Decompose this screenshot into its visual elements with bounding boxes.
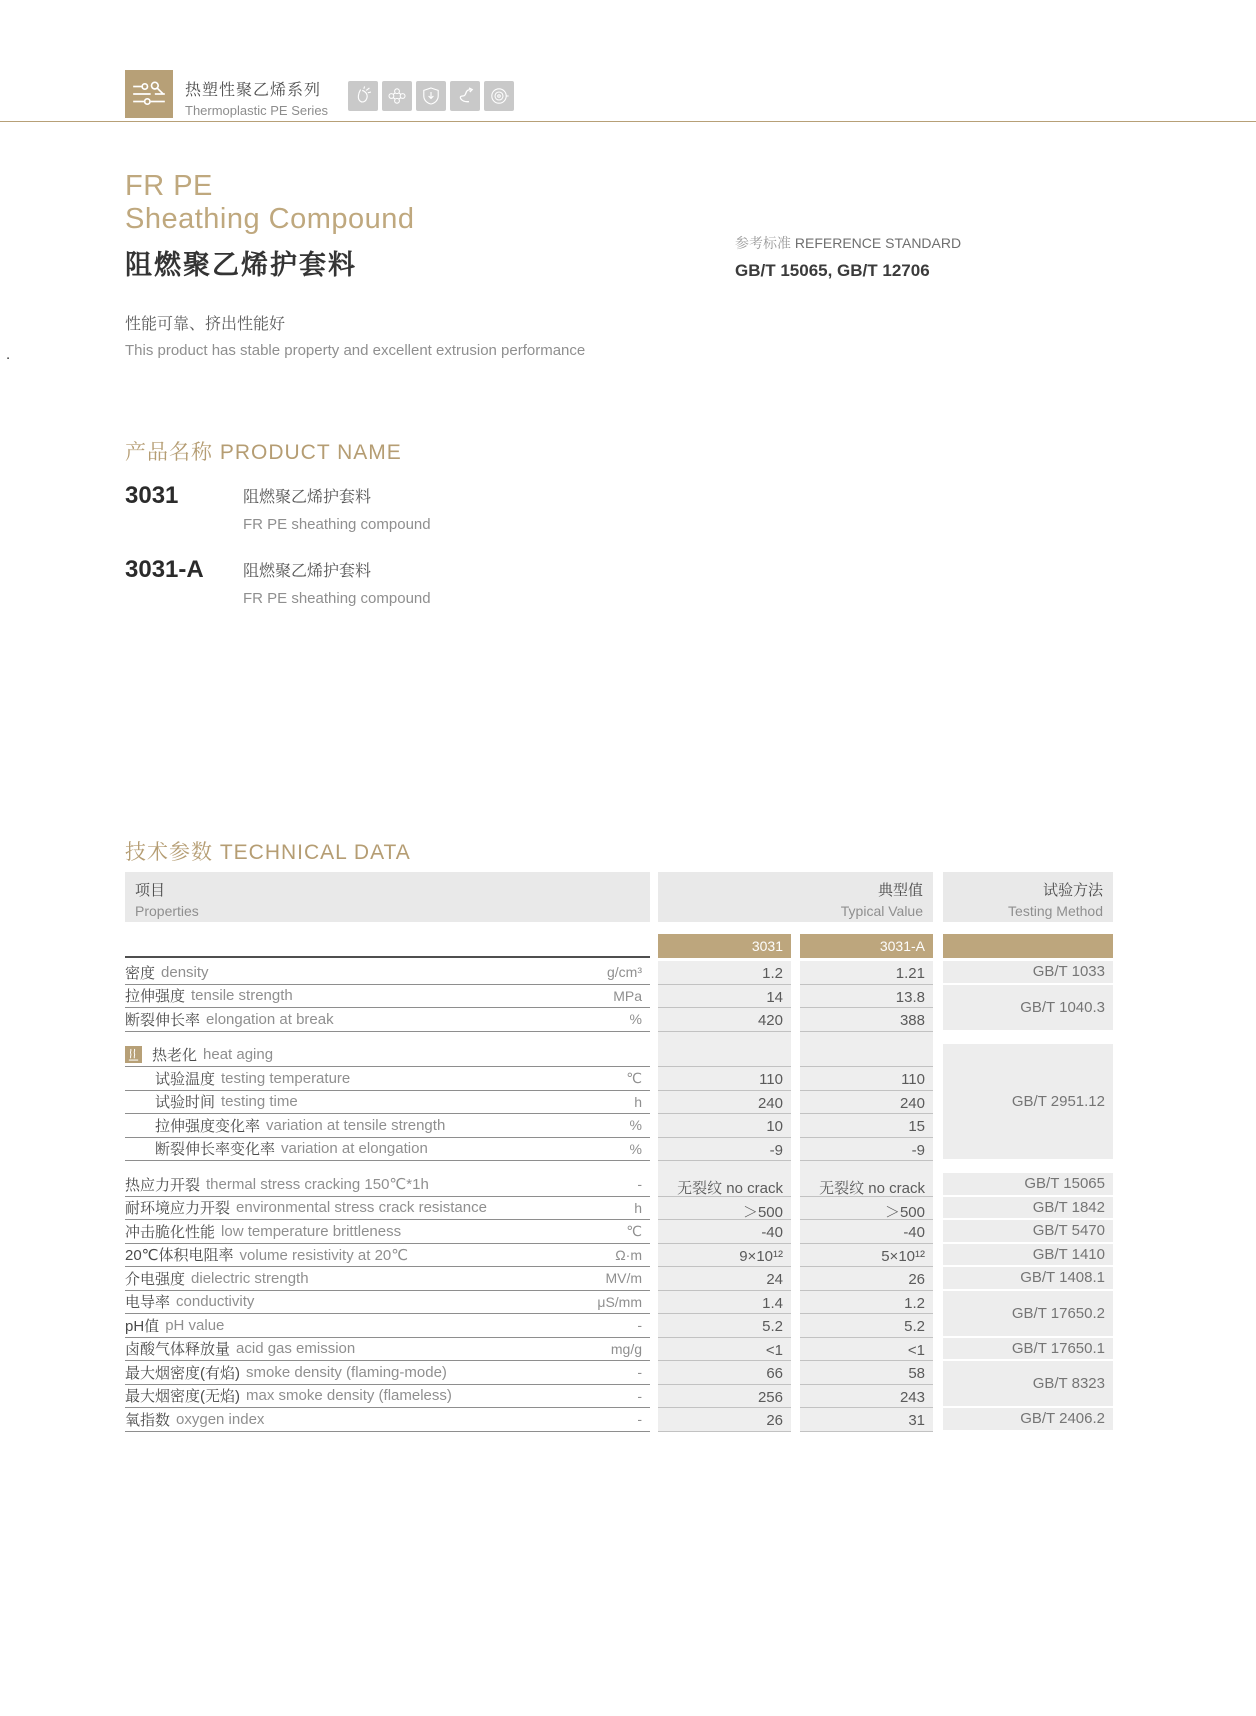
col-properties-cn: 项目 xyxy=(135,882,166,899)
value-cell: 26 xyxy=(658,1408,791,1432)
grade-header-3031: 3031 xyxy=(658,934,791,958)
product-desc-cn: 阻燃聚乙烯护套料 xyxy=(243,563,372,580)
value-cell: -40 xyxy=(658,1220,791,1244)
value-cell: <1 xyxy=(658,1338,791,1362)
value-cell: 110 xyxy=(658,1067,791,1091)
value-cell: 66 xyxy=(658,1361,791,1385)
method-cell: GB/T 17650.1 xyxy=(943,1338,1113,1360)
unit-label: % xyxy=(629,1117,642,1134)
property-label-en: acid gas emission xyxy=(236,1340,356,1358)
product-name-heading-en: PRODUCT NAME xyxy=(219,441,402,464)
column-header-testing-method xyxy=(943,872,1113,922)
unit-label: - xyxy=(637,1411,642,1428)
heat-icon xyxy=(125,1046,142,1063)
table-property-row xyxy=(125,1173,650,1197)
product-title-en-line2: Sheathing Compound xyxy=(125,203,415,235)
value-cell: 10 xyxy=(658,1114,791,1138)
unit-label: MV/m xyxy=(605,1270,642,1287)
table-property-row xyxy=(125,1267,650,1291)
unit-label: - xyxy=(637,1317,642,1334)
header-divider xyxy=(0,121,1256,122)
value-cell: 240 xyxy=(658,1091,791,1115)
property-label-en: density xyxy=(161,963,209,981)
cable-icon xyxy=(450,81,480,111)
table-spacer xyxy=(658,1161,791,1173)
value-cell: 240 xyxy=(800,1091,933,1115)
value-cell: 13.8 xyxy=(800,985,933,1009)
value-cell: 14 xyxy=(658,985,791,1009)
unit-label: Ω·m xyxy=(615,1246,642,1263)
value-cell: 388 xyxy=(800,1008,933,1032)
property-label-cn: 20℃体积电阻率 xyxy=(125,1247,234,1265)
property-label-en: testing time xyxy=(221,1093,298,1111)
table-group-row xyxy=(125,1044,650,1068)
table-property-row xyxy=(125,1361,650,1385)
unit-label: μS/mm xyxy=(597,1293,642,1310)
value-cell: 256 xyxy=(658,1385,791,1409)
table-property-row xyxy=(125,1408,650,1432)
value-cell: 1.4 xyxy=(658,1291,791,1315)
table-spacer xyxy=(800,1161,933,1173)
value-cell: 24 xyxy=(658,1267,791,1291)
col-typical-cn: 典型值 xyxy=(877,882,923,899)
property-label-en: variation at elongation xyxy=(281,1140,428,1158)
shield-arrow-icon xyxy=(416,81,446,111)
props-col xyxy=(125,961,650,1432)
table-property-row xyxy=(125,1220,650,1244)
value-cell: 243 xyxy=(800,1385,933,1409)
product-desc-en: FR PE sheathing compound xyxy=(243,516,431,533)
table-spacer xyxy=(125,1161,650,1173)
method-cell: GB/T 15065 xyxy=(943,1173,1113,1195)
value-cell: ＞500 xyxy=(658,1197,791,1221)
product-entry xyxy=(125,482,431,533)
table-spacer xyxy=(658,1032,791,1044)
tagline-en: This product has stable property and excellent extrusion performance xyxy=(125,342,586,359)
value-cell: 5.2 xyxy=(658,1314,791,1338)
table-spacer xyxy=(125,1032,650,1044)
circuit-logo-icon xyxy=(129,74,169,114)
value-cell: 5.2 xyxy=(800,1314,933,1338)
table-property-row xyxy=(125,1291,650,1315)
table-grade-row xyxy=(125,934,1113,958)
property-label-en: environmental stress crack resistance xyxy=(236,1199,487,1217)
unit-label: h xyxy=(634,1199,642,1216)
property-label-cn: 耐环境应力开裂 xyxy=(125,1200,231,1218)
product-desc-en: FR PE sheathing compound xyxy=(243,590,431,607)
value-cell: 无裂纹 no crack xyxy=(800,1173,933,1197)
page-margin-dot: . xyxy=(6,346,11,363)
reference-label-cn: 参考标准 xyxy=(735,235,791,251)
series-title-en: Thermoplastic PE Series xyxy=(185,103,329,118)
reference-label-en: REFERENCE STANDARD xyxy=(794,235,962,251)
col-properties-en: Properties xyxy=(135,903,199,919)
series-title-cn: 热塑性聚乙烯系列 xyxy=(185,82,322,99)
product-title-cn: 阻燃聚乙烯护套料 xyxy=(125,250,357,280)
property-label-en: smoke density (flaming-mode) xyxy=(246,1363,447,1381)
table-property-row xyxy=(125,1138,650,1162)
unit-label: h xyxy=(634,1093,642,1110)
table-property-row xyxy=(125,985,650,1009)
property-label-en: oxygen index xyxy=(176,1410,265,1428)
table-property-row xyxy=(125,1067,650,1091)
property-label-cn: 冲击脆化性能 xyxy=(125,1223,216,1241)
product-name-heading xyxy=(125,436,402,466)
product-desc xyxy=(243,556,431,607)
value-cell xyxy=(800,1044,933,1068)
flask-icon xyxy=(348,81,378,111)
unit-label: mg/g xyxy=(610,1340,642,1357)
series-title xyxy=(185,77,328,118)
property-label-en: heat aging xyxy=(203,1046,274,1064)
property-label-cn: 介电强度 xyxy=(125,1270,186,1288)
reference-standard xyxy=(735,233,961,281)
brand-logo xyxy=(125,70,173,118)
property-label-en: max smoke density (flameless) xyxy=(246,1387,452,1405)
table-property-row xyxy=(125,1338,650,1362)
property-label-en: volume resistivity at 20℃ xyxy=(239,1246,409,1264)
technical-table xyxy=(125,872,1113,1432)
value-cell: 110 xyxy=(800,1067,933,1091)
table-property-row xyxy=(125,1314,650,1338)
table-property-row xyxy=(125,961,650,985)
method-cell: GB/T 5470 xyxy=(943,1220,1113,1242)
product-code: 3031-A xyxy=(125,556,204,583)
value-cell: 1.2 xyxy=(658,961,791,985)
tagline-cn: 性能可靠、挤出性能好 xyxy=(125,316,286,333)
product-desc xyxy=(243,482,431,533)
product-title-en-line1: FR PE xyxy=(125,170,213,202)
col-method-cn: 试验方法 xyxy=(1042,882,1103,899)
property-label-en: dielectric strength xyxy=(191,1269,309,1287)
value-cell: 1.2 xyxy=(800,1291,933,1315)
value-cell: 58 xyxy=(800,1361,933,1385)
grade-header-3031-A: 3031-A xyxy=(800,934,933,958)
property-label-cn: 热应力开裂 xyxy=(125,1176,201,1194)
product-name-heading-cn: 产品名称 xyxy=(125,441,213,464)
property-label-cn: 最大烟密度(无焰) xyxy=(125,1388,240,1406)
property-label-en: conductivity xyxy=(176,1293,255,1311)
category-icons xyxy=(348,81,514,111)
product-entry xyxy=(125,556,431,607)
product-desc-cn: 阻燃聚乙烯护套料 xyxy=(243,489,372,506)
method-cell: GB/T 17650.2 xyxy=(943,1291,1113,1336)
unit-label: - xyxy=(637,1364,642,1381)
method-cell: GB/T 1408.1 xyxy=(943,1267,1113,1289)
value-cell: <1 xyxy=(800,1338,933,1362)
property-label-cn: 密度 xyxy=(125,964,156,982)
property-label-en: pH value xyxy=(165,1316,225,1334)
table-property-row xyxy=(125,1385,650,1409)
unit-label: % xyxy=(629,1011,642,1028)
title-block xyxy=(125,170,415,282)
value-cell: ＞500 xyxy=(800,1197,933,1221)
value-cell: 9×10¹² xyxy=(658,1244,791,1268)
grade-row-method-block xyxy=(943,934,1113,958)
property-label-cn: 试验时间 xyxy=(155,1094,216,1112)
technical-heading-en: TECHNICAL DATA xyxy=(219,841,411,864)
table-property-row xyxy=(125,1197,650,1221)
table-header xyxy=(125,872,1113,922)
unit-label: - xyxy=(637,1176,642,1193)
value-cell: 无裂纹 no crack xyxy=(658,1173,791,1197)
grade-row-spacer xyxy=(125,934,650,958)
property-label-en: testing temperature xyxy=(221,1069,351,1087)
reference-value: GB/T 15065, GB/T 12706 xyxy=(735,261,930,280)
value-cell: 31 xyxy=(800,1408,933,1432)
method-spacer xyxy=(943,1161,1113,1173)
property-label-en: low temperature brittleness xyxy=(221,1222,402,1240)
property-label-cn: 断裂伸长率变化率 xyxy=(155,1141,276,1159)
method-col xyxy=(943,961,1113,1432)
property-label-cn: 最大烟密度(有焰) xyxy=(125,1364,240,1382)
property-label-en: variation at tensile strength xyxy=(266,1116,446,1134)
property-label-cn: pH值 xyxy=(125,1317,160,1335)
value-cell xyxy=(658,1044,791,1068)
unit-label: ℃ xyxy=(626,1222,642,1239)
method-cell: GB/T 2406.2 xyxy=(943,1408,1113,1430)
property-label-cn: 热老化 xyxy=(152,1047,198,1065)
technical-heading-cn: 技术参数 xyxy=(125,841,213,864)
value-cell: -9 xyxy=(658,1138,791,1162)
value-cell: -9 xyxy=(800,1138,933,1162)
unit-label: MPa xyxy=(613,987,642,1004)
unit-label: g/cm³ xyxy=(607,964,642,981)
table-spacer xyxy=(800,1032,933,1044)
tagline xyxy=(125,311,585,359)
property-label-cn: 电导率 xyxy=(125,1294,171,1312)
table-property-row xyxy=(125,1091,650,1115)
method-cell: GB/T 1410 xyxy=(943,1244,1113,1266)
unit-label: % xyxy=(629,1140,642,1157)
value-cell: 5×10¹² xyxy=(800,1244,933,1268)
product-code: 3031 xyxy=(125,482,179,509)
property-label-en: elongation at break xyxy=(206,1010,334,1028)
value-cell: 420 xyxy=(658,1008,791,1032)
value-cell: 1.21 xyxy=(800,961,933,985)
col-method-en: Testing Method xyxy=(1008,903,1103,919)
column-header-properties xyxy=(125,872,650,922)
method-spacer xyxy=(943,1032,1113,1044)
unit-label: - xyxy=(637,1387,642,1404)
property-label-en: thermal stress cracking 150℃*1h xyxy=(206,1176,429,1194)
property-label-en: tensile strength xyxy=(191,987,293,1005)
value-cell: 15 xyxy=(800,1114,933,1138)
table-property-row xyxy=(125,1244,650,1268)
col-typical-en: Typical Value xyxy=(840,903,923,919)
property-label-cn: 拉伸强度 xyxy=(125,988,186,1006)
property-label-cn: 拉伸强度变化率 xyxy=(155,1117,261,1135)
technical-data-heading xyxy=(125,836,411,866)
table-property-row xyxy=(125,1008,650,1032)
method-cell: GB/T 1033 xyxy=(943,961,1113,983)
table-property-row xyxy=(125,1114,650,1138)
value-cell: 26 xyxy=(800,1267,933,1291)
method-cell: GB/T 1842 xyxy=(943,1197,1113,1219)
property-label-cn: 断裂伸长率 xyxy=(125,1011,201,1029)
unit-label: ℃ xyxy=(626,1069,642,1086)
property-label-cn: 试验温度 xyxy=(155,1070,216,1088)
values-col-3031 xyxy=(658,961,791,1432)
column-header-typical-value xyxy=(658,872,933,922)
table-body xyxy=(125,961,1113,1432)
values-col-3031-A xyxy=(800,961,933,1432)
property-label-cn: 氧指数 xyxy=(125,1411,171,1429)
value-cell: -40 xyxy=(800,1220,933,1244)
method-cell: GB/T 2951.12 xyxy=(943,1044,1113,1160)
method-cell: GB/T 1040.3 xyxy=(943,985,1113,1030)
molecule-icon xyxy=(382,81,412,111)
method-cell: GB/T 8323 xyxy=(943,1361,1113,1406)
coil-icon xyxy=(484,81,514,111)
property-label-cn: 卤酸气体释放量 xyxy=(125,1341,231,1359)
